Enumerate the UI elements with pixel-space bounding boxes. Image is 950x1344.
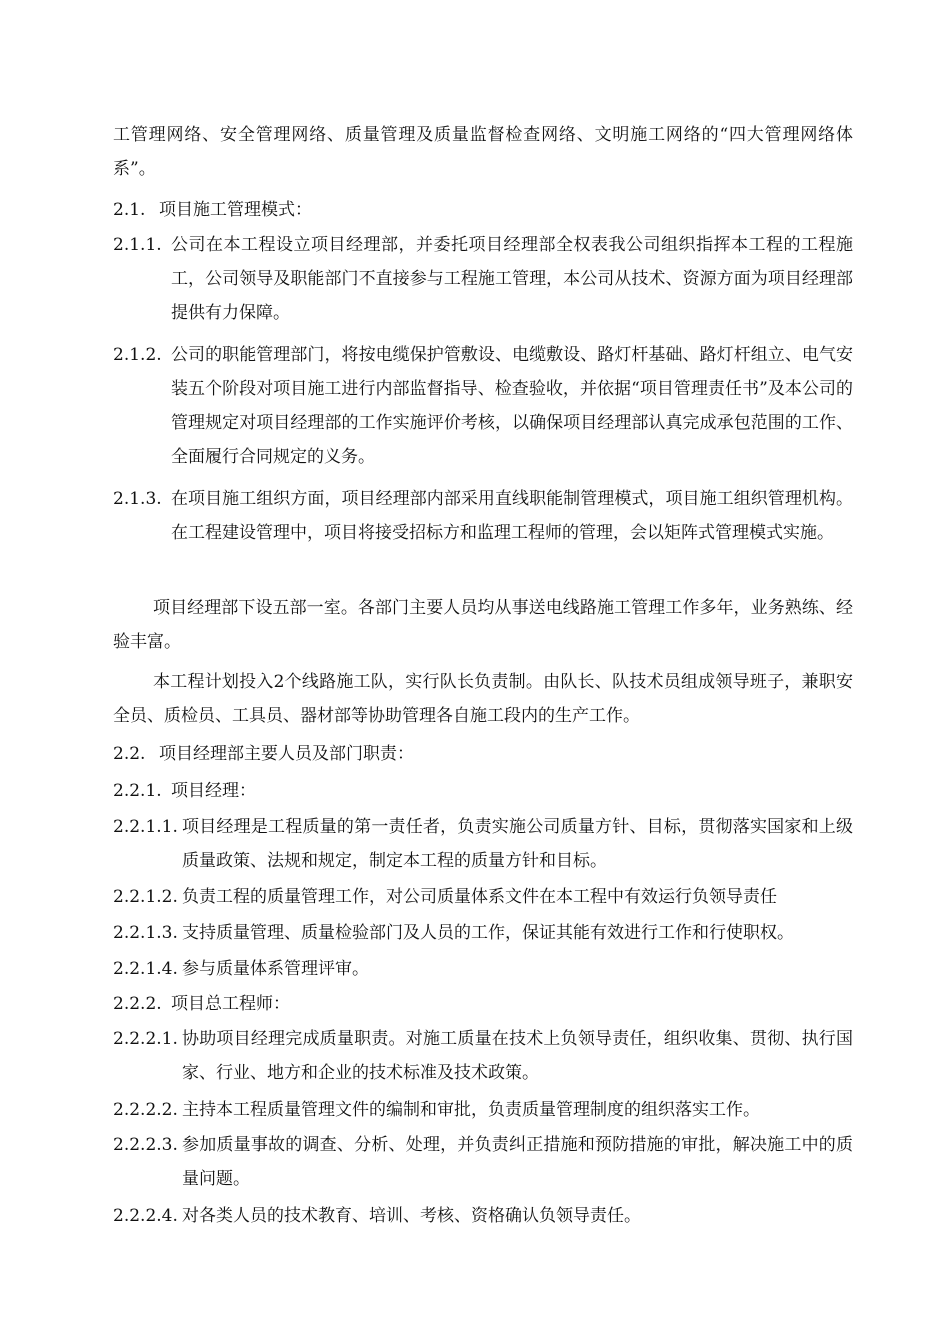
- paragraph-text: 本工程计划投入2个线路施工队，实行队长负责制。由队长、队技术员组成领导班子，兼职安全员、质检员、工具员、器材部等协助管理各自施工段内的生产工作。: [113, 672, 853, 726]
- item-number: 2.1.2.: [113, 345, 162, 365]
- section-number: 2.2.: [113, 744, 146, 764]
- item-text: 支持质量管理、质量检验部门及人员的工作，保证其能有效进行工作和行使职权。: [182, 923, 794, 943]
- section-title: 项目经理部主要人员及部门职责：: [159, 744, 414, 764]
- item-number: 2.2.1.3.: [113, 923, 178, 943]
- item-number: 2.2.1.4.: [113, 959, 178, 979]
- item-text: 协助项目经理完成质量职责。对施工质量在技术上负领导责任，组织收集、贯彻、执行国家、行业、地方和企业的技术标准及技术政策。: [182, 1029, 853, 1083]
- item-2-1-1: [113, 228, 853, 330]
- item-2-1-3: [113, 482, 853, 550]
- item-2-2-1-2: [113, 880, 853, 914]
- item-number: 2.2.2.2.: [113, 1100, 178, 1120]
- subsection-title: 项目经理：: [171, 781, 256, 801]
- section-title: 项目施工管理模式：: [159, 200, 312, 220]
- item-2-2-2-2: [113, 1093, 853, 1127]
- section-heading-2-2: [113, 737, 853, 771]
- item-number: 2.2.2.3.: [113, 1135, 178, 1155]
- item-number: 2.2.2.1.: [113, 1029, 178, 1049]
- item-text: 参加质量事故的调查、分析、处理，并负责纠正措施和预防措施的审批，解决施工中的质量问题。: [182, 1135, 853, 1189]
- item-text: 在项目施工组织方面，项目经理部内部采用直线职能制管理模式，项目施工组织管理机构。在工程建设管理中，项目将接受招标方和监理工程师的管理，会以矩阵式管理模式实施。: [171, 489, 853, 543]
- item-number: 2.2.2.4.: [113, 1206, 178, 1226]
- item-2-2-2-4: [113, 1199, 853, 1233]
- item-2-2-1-4: [113, 952, 853, 986]
- paragraph-continuation: [113, 118, 853, 186]
- paragraph-text: 工管理网络、安全管理网络、质量管理及质量监督检查网络、文明施工网络的“四大管理网络体系”。: [113, 125, 853, 179]
- body-paragraph-teams: [113, 665, 853, 733]
- subsection-heading-2-2-1: [113, 774, 853, 808]
- item-text: 参与质量体系管理评审。: [182, 959, 369, 979]
- item-number: 2.1.3.: [113, 489, 162, 509]
- item-2-2-2-3: [113, 1128, 853, 1196]
- item-2-2-1-1: [113, 810, 853, 878]
- item-text: 负责工程的质量管理工作，对公司质量体系文件在本工程中有效运行负领导责任: [182, 887, 777, 907]
- section-heading-2-1: [113, 193, 853, 227]
- item-2-2-1-3: [113, 916, 853, 950]
- item-text: 公司在本工程设立项目经理部，并委托项目经理部全权表我公司组织指挥本工程的工程施工，公司领导及职能部门不直接参与工程施工管理，本公司从技术、资源方面为项目经理部提供有力保障。: [171, 235, 853, 323]
- item-2-2-2-1: [113, 1022, 853, 1090]
- item-number: 2.2.1.2.: [113, 887, 178, 907]
- subsection-number: 2.2.1.: [113, 781, 162, 801]
- body-paragraph-departments: [113, 591, 853, 659]
- item-text: 主持本工程质量管理文件的编制和审批，负责质量管理制度的组织落实工作。: [182, 1100, 760, 1120]
- item-text: 项目经理是工程质量的第一责任者，负责实施公司质量方针、目标，贯彻落实国家和上级质量政策、法规和规定，制定本工程的质量方针和目标。: [182, 817, 853, 871]
- item-text: 对各类人员的技术教育、培训、考核、资格确认负领导责任。: [182, 1206, 641, 1226]
- subsection-heading-2-2-2: [113, 987, 853, 1021]
- item-number: 2.1.1.: [113, 235, 162, 255]
- subsection-number: 2.2.2.: [113, 994, 162, 1014]
- item-text: 公司的职能管理部门，将按电缆保护管敷设、电缆敷设、路灯杆基础、路灯杆组立、电气安装五个阶段对项目施工进行内部监督指导、检查验收，并依据“项目管理责任书”及本公司的管理规定对项目经理部的工作实施评价考核，以确保项目经理部认真完成承包范围的工作、全面履行合同规定的义务。: [171, 345, 853, 467]
- section-number: 2.1.: [113, 200, 146, 220]
- item-2-1-2: [113, 338, 853, 474]
- subsection-title: 项目总工程师：: [171, 994, 290, 1014]
- item-number: 2.2.1.1.: [113, 817, 178, 837]
- paragraph-text: 项目经理部下设五部一室。各部门主要人员均从事送电线路施工管理工作多年，业务熟练、经验丰富。: [113, 598, 853, 652]
